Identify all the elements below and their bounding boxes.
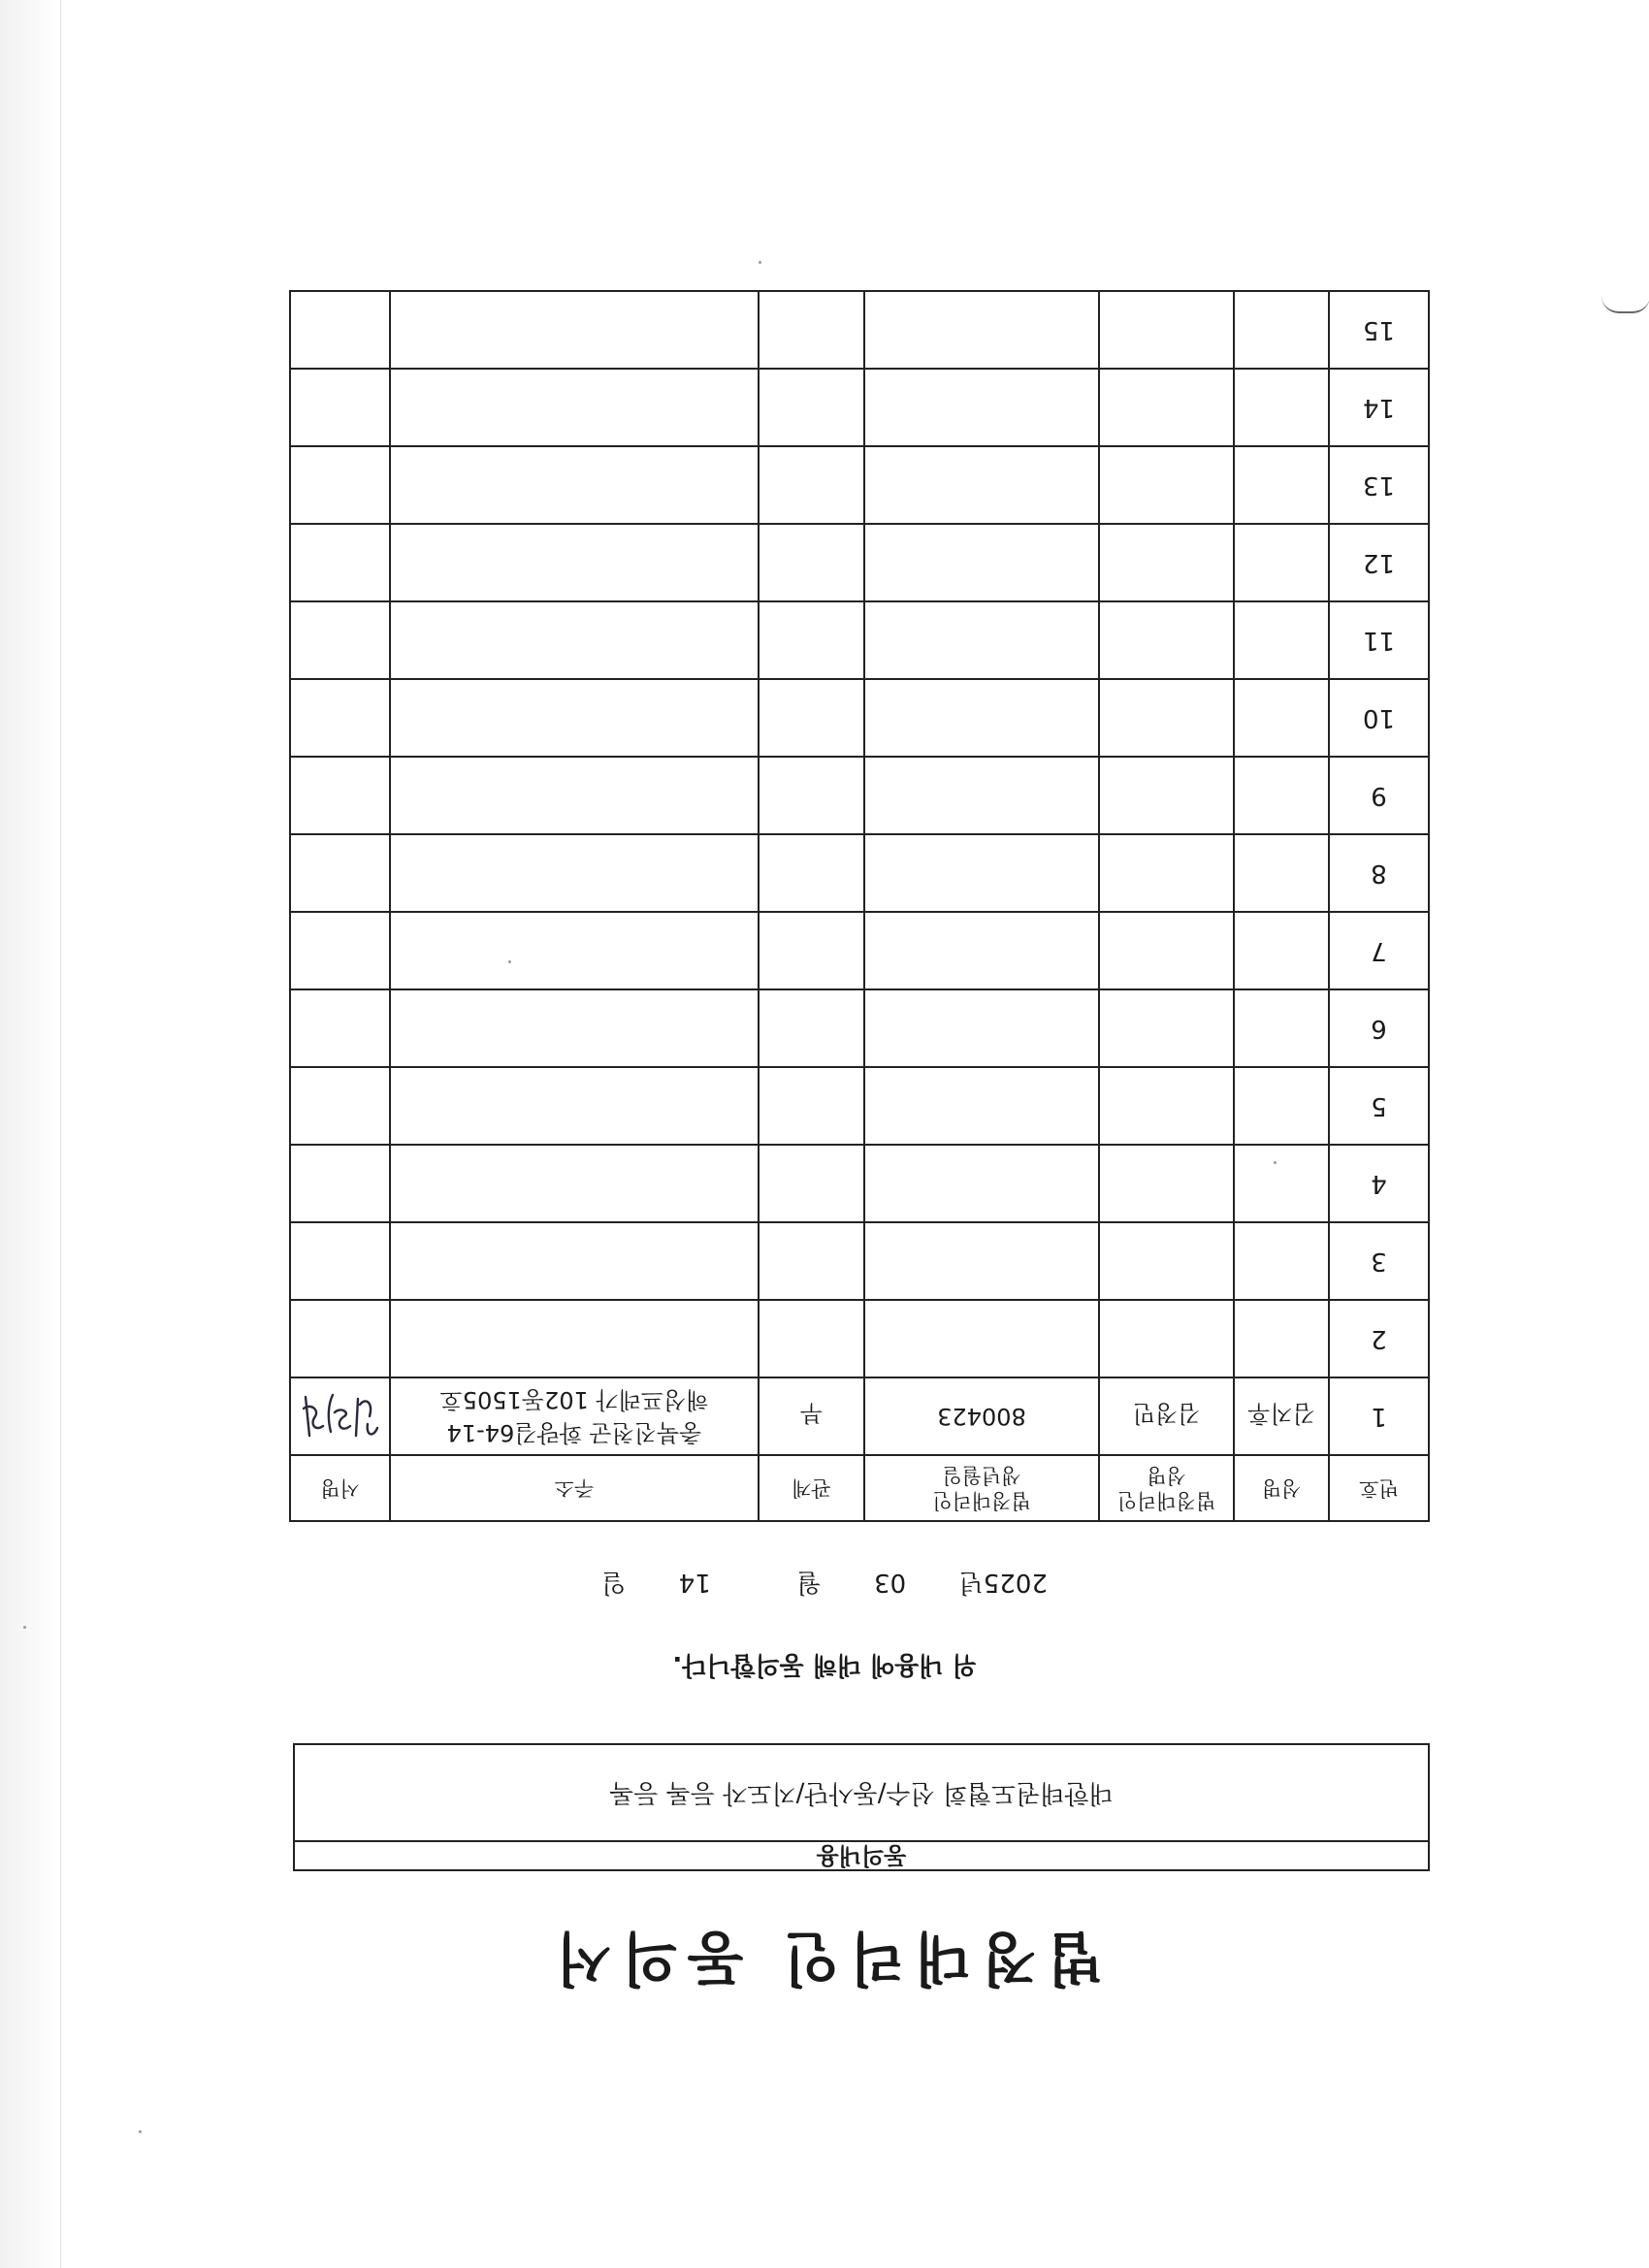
table-row [290,912,1429,989]
header-number: 번호 [1329,1455,1429,1521]
row-number: 10 [1329,679,1429,757]
row-number: 11 [1329,601,1429,679]
table-row [290,446,1429,524]
consent-text: 대한태권도협회 선수/동사단/지도자 등록 등록 [609,1778,1114,1807]
date-month: 03 [874,1568,907,1597]
consent-label: 동의내용 [293,1842,1430,1871]
header-relation: 관계 [759,1455,864,1521]
header-guardian-name: 법정대리인 성명 [1099,1455,1234,1521]
table-row [290,757,1429,834]
relation: 부 [759,1377,864,1455]
table-row [290,1067,1429,1145]
header-address: 주소 [390,1455,759,1521]
scan-speck [508,960,511,963]
row-number: 14 [1329,369,1429,446]
scan-speck [759,261,761,264]
handwritten-signature [297,1387,384,1445]
guardian-name: 김정민 [1099,1377,1234,1455]
header-guardian-birthdate: 법정대리인 생년월일 [864,1455,1099,1521]
scan-speck [23,1626,26,1629]
table-row [290,1377,1429,1455]
row-number: 12 [1329,524,1429,601]
scan-speck [139,2130,142,2133]
guardian-table [289,290,1430,1522]
address-line-1: 충북진천군 화랑길64-14 [446,1419,702,1446]
table-row [290,524,1429,601]
date-line [0,1567,1649,1603]
row-number: 8 [1329,834,1429,912]
consent-content-box [293,1743,1430,1842]
row-number: 6 [1329,989,1429,1067]
row-number: 5 [1329,1067,1429,1145]
table-row [290,1222,1429,1300]
date-month-unit: 월 [796,1568,822,1597]
address-cell [390,1377,759,1455]
row-number: 1 [1329,1377,1429,1455]
table-row [290,834,1429,912]
address-line-2: 해성프레가 102동1505호 [439,1386,709,1413]
table-header-row [290,1455,1429,1521]
row-number: 9 [1329,757,1429,834]
date-day: 14 [678,1568,711,1597]
table-row [290,291,1429,369]
header-signature: 서명 [290,1455,390,1521]
scan-speck [1274,1161,1277,1164]
table-row [290,601,1429,679]
date-year: 2025년 [958,1568,1048,1597]
guardian-birthdate: 800423 [864,1377,1099,1455]
row-number: 15 [1329,291,1429,369]
row-number: 13 [1329,446,1429,524]
table-row [290,679,1429,757]
agreement-statement: 위 내용에 대해 동의합니다. [672,1650,977,1679]
signature-cell [290,1377,390,1455]
table-row [290,1145,1429,1222]
table-row [290,369,1429,446]
document-title: 법정대리인 동의서 [545,1924,1104,1992]
row-number: 4 [1329,1145,1429,1222]
row-number: 3 [1329,1222,1429,1300]
table-row [290,1300,1429,1377]
header-name: 성명 [1234,1455,1329,1521]
row-number: 2 [1329,1300,1429,1377]
table-row [290,989,1429,1067]
player-name: 김지후 [1234,1377,1329,1455]
row-number: 7 [1329,912,1429,989]
date-day-unit: 일 [601,1568,627,1597]
